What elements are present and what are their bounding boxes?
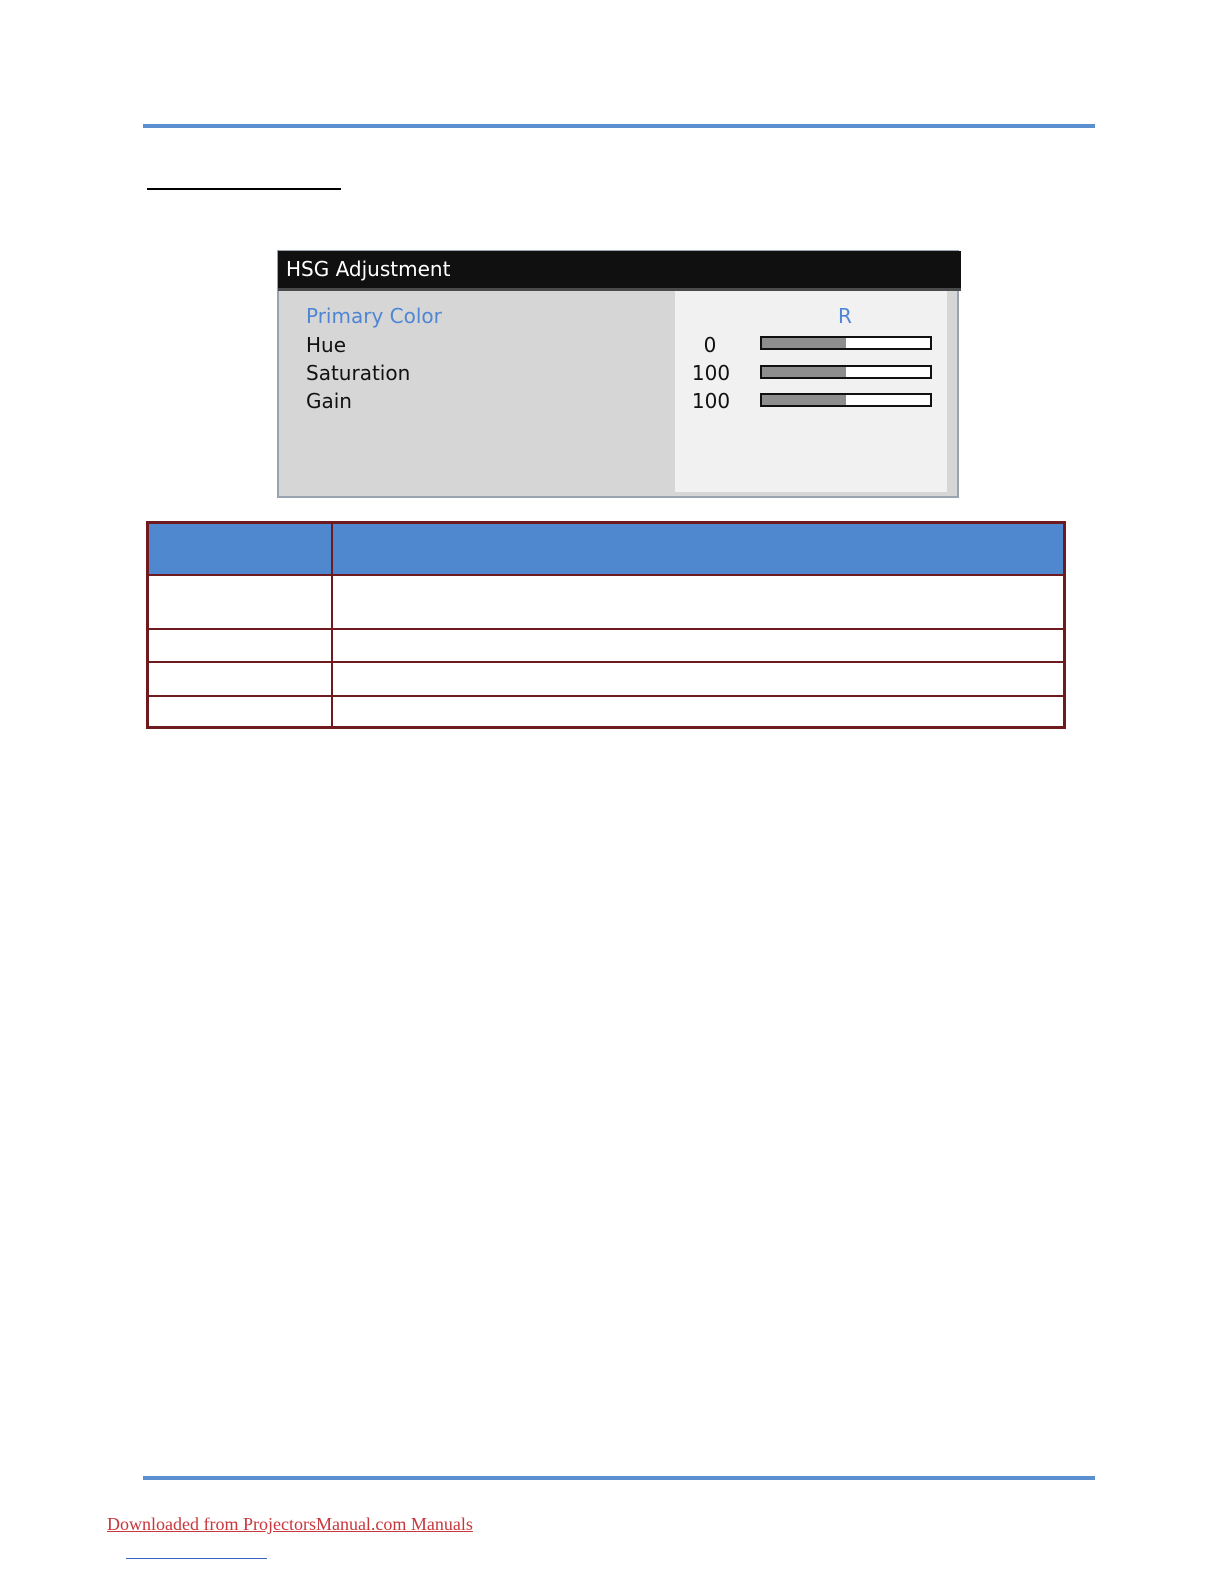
hue-slider[interactable] — [760, 336, 932, 350]
gain-slider-fill — [762, 395, 846, 405]
saturation-slider-fill — [762, 367, 846, 377]
menu-item-hue[interactable]: Hue — [306, 333, 347, 357]
table-header-column-divider — [331, 524, 333, 574]
osd-title: HSG Adjustment — [286, 257, 451, 281]
table-row-divider — [149, 574, 1063, 576]
table-row-divider — [149, 661, 1063, 663]
footer-download-link[interactable]: Downloaded from ProjectorsManual.com Manuals — [107, 1514, 473, 1534]
hue-slider-fill — [762, 338, 846, 348]
description-table — [146, 521, 1066, 729]
table-column-divider — [331, 574, 333, 726]
table-row-divider — [149, 695, 1063, 697]
header-rule — [143, 124, 1095, 128]
menu-item-saturation[interactable]: Saturation — [306, 361, 411, 385]
footer-rule — [143, 1476, 1095, 1480]
menu-item-primary-color[interactable]: Primary Color — [306, 304, 442, 328]
gain-slider[interactable] — [760, 393, 932, 407]
footer-short-rule — [126, 1558, 267, 1559]
saturation-value: 100 — [691, 361, 731, 385]
saturation-slider[interactable] — [760, 365, 932, 379]
section-heading-underline — [147, 188, 341, 190]
menu-item-gain[interactable]: Gain — [306, 389, 352, 413]
primary-color-value[interactable]: R — [838, 304, 852, 328]
table-header-row — [149, 524, 1063, 574]
hsg-adjustment-window — [277, 250, 959, 498]
hue-value: 0 — [703, 333, 717, 357]
osd-titlebar — [278, 251, 961, 291]
gain-value: 100 — [691, 389, 731, 413]
table-row-divider — [149, 628, 1063, 630]
